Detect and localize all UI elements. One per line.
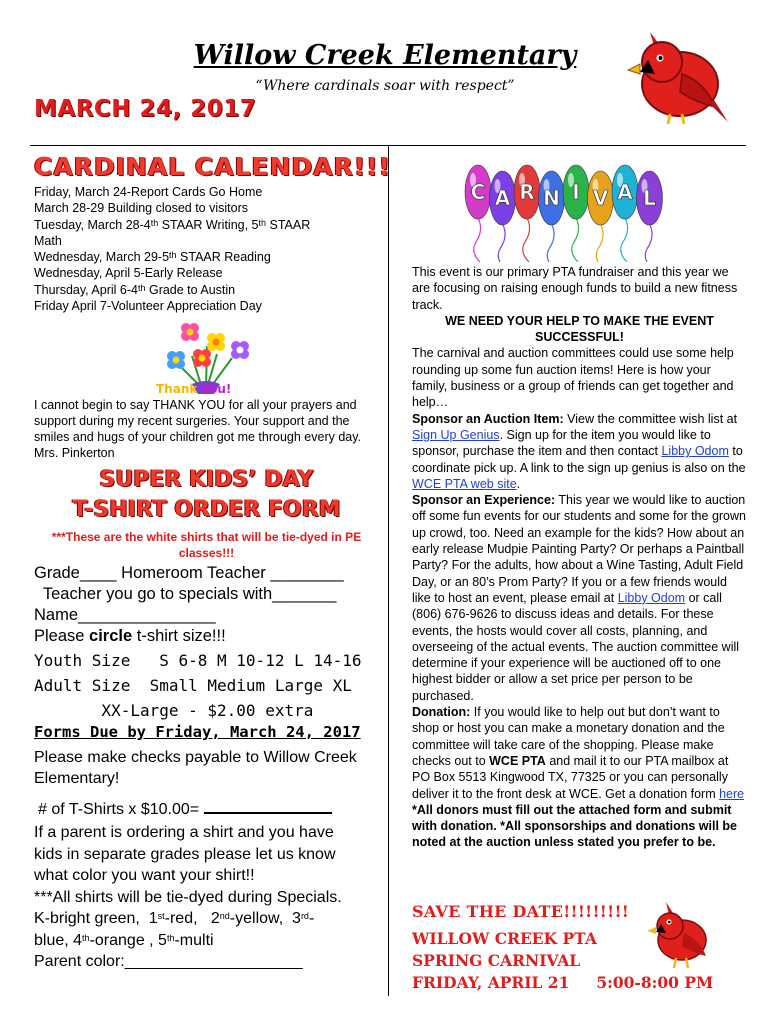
thank-you-message: I cannot begin to say THANK YOU for all your prayers and support during my recent surgeries. Your support and the smiles and hugs of your children got me through every day. Mrs. Pinkerton bbox=[34, 398, 362, 460]
issue-date: MARCH 24, 2017 bbox=[34, 96, 257, 122]
donation-paragraph: Donation: If you would like to help out but don’t want to shop or host you can make a monetary donation and the committee will take care of the shopping. Please make checks out to WCE PTA and mail it to our PTA mailbox at PO Box 5513 Kingwood TX, 77325 or you can personally deliver it to the front desk at WCE. Get a donation form here bbox=[412, 705, 745, 801]
tshirt-quantity-line[interactable]: # of T-Shirts x $10.00= bbox=[38, 798, 332, 819]
total-blank[interactable] bbox=[204, 798, 332, 814]
column-divider bbox=[388, 146, 389, 996]
cardinal-illustration bbox=[636, 898, 716, 970]
tie-dye-note: ***These are the white shirts that will be tie-dyed in PE classes!!! bbox=[51, 530, 362, 560]
calendar-item: Wednesday, April 5-Early Release bbox=[34, 266, 223, 281]
donor-requirements: *All donors must fill out the attached form and submit with donation. *All sponsorships and donations will be noted at the auction unless stated you prefer to be. bbox=[412, 802, 738, 850]
calendar-item: Friday, March 24-Report Cards Go Home bbox=[34, 185, 263, 199]
event-name: SPRING CARNIVAL bbox=[412, 951, 581, 970]
pta-website-link[interactable]: WCE PTA web site bbox=[412, 476, 517, 491]
balloon-letter: A bbox=[617, 180, 633, 204]
balloon bbox=[490, 171, 516, 262]
balloon-letter: C bbox=[470, 180, 486, 204]
grade-teacher-line[interactable]: Grade____ Homeroom Teacher ________ bbox=[34, 564, 344, 582]
order-form-fields bbox=[34, 563, 379, 647]
grade-colors-line: K-bright green, 1st-red, 2nd-yellow, 3rd- bbox=[34, 910, 315, 927]
calendar-item: March 28-29 Building closed to visitors bbox=[34, 201, 248, 216]
balloon-letter: V bbox=[592, 186, 609, 210]
tshirt-order-heading bbox=[34, 465, 379, 525]
grade-colors-line: blue, 4th-orange , 5th-multi bbox=[34, 931, 214, 949]
cardinal-illustration bbox=[610, 22, 730, 127]
sponsor-experience-paragraph: Sponsor an Experience: This year we would like to auction off some fun events for our students and some for the grown up crowd, too. Need an example for the kids? How about an early release Mudpie Painting Party? Or perhaps a Paintball Party? For the adults, how about a Wine Tasting, Adult Field Day, or an 80’s Prom Party? If you or a few friends would like to host an event, please email at Libby Odom or call (806) 676-9626 to discuss ideas and details. For these events, the hosts would cover all costs, planning, and overseeing of the actual events. The auction committee will determine if your experience will be auctioned off to one highest bidder or allow a set price per person to be purchased. bbox=[412, 493, 746, 703]
size-options bbox=[34, 648, 379, 723]
text-line: kids in separate grades please let us know bbox=[34, 845, 336, 863]
heading-line: T-SHIRT ORDER FORM bbox=[72, 497, 341, 522]
calendar-item: Tuesday, March 28-4th STAAR Writing, 5th STAAR bbox=[34, 217, 311, 232]
balloon bbox=[514, 165, 540, 262]
carnival-paragraph: The carnival and auction committees could use some help rounding up some fun auction items! Here is how your family, business or a group of friends can get together and help… bbox=[412, 346, 734, 410]
save-the-date: SAVE THE DATE!!!!!!!!! bbox=[412, 902, 630, 921]
specials-teacher-line[interactable]: Teacher you go to specials with_______ bbox=[34, 585, 337, 603]
donation-form-link[interactable]: here bbox=[719, 786, 745, 801]
xxl-size[interactable]: XX-Large - $2.00 extra bbox=[34, 701, 314, 720]
balloon-letter: R bbox=[519, 180, 535, 204]
parent-color-line[interactable]: Parent color:____________________ bbox=[34, 953, 303, 970]
balloon bbox=[637, 171, 663, 262]
calendar-list bbox=[34, 184, 374, 314]
libby-odom-email-link[interactable]: Libby Odom bbox=[617, 590, 686, 605]
calendar-item: Wednesday, March 29-5th STAAR Reading bbox=[34, 250, 271, 265]
carnival-balloons-illustration bbox=[460, 150, 670, 262]
adult-sizes[interactable]: Adult Size Small Medium Large XL bbox=[34, 676, 352, 695]
event-organizer: WILLOW CREEK PTA bbox=[412, 929, 597, 948]
balloon bbox=[465, 165, 491, 262]
sign-up-genius-link[interactable]: Sign Up Genius bbox=[412, 427, 500, 442]
carnival-headline: WE NEED YOUR HELP TO MAKE THE EVENT SUCCESSFUL! bbox=[445, 313, 714, 345]
balloon bbox=[563, 165, 589, 262]
calendar-item: Friday April 7-Volunteer Appreciation Day bbox=[34, 299, 262, 314]
calendar-item: Math bbox=[34, 233, 62, 248]
parent-instructions bbox=[34, 822, 382, 973]
balloon bbox=[612, 165, 638, 262]
forms-due-date: Forms Due by Friday, March 24, 2017 bbox=[34, 723, 361, 741]
calendar-item: Thursday, April 6-4th Grade to Austin bbox=[34, 282, 236, 297]
balloon-letter: A bbox=[494, 186, 511, 210]
text-line: If a parent is ordering a shirt and you have bbox=[34, 824, 334, 841]
balloon bbox=[539, 171, 565, 262]
text-line: what color you want your shirt!! bbox=[34, 867, 255, 884]
text-line: ***All shirts will be tie-dyed during Specials. bbox=[34, 888, 342, 906]
thank-you-caption: Thank You! bbox=[156, 382, 232, 396]
checks-payable-note: Please make checks payable to Willow Creek Elementary! bbox=[34, 749, 357, 787]
name-line[interactable]: Name_______________ bbox=[34, 606, 216, 624]
sponsor-item-paragraph: Sponsor an Auction Item: View the committee wish list at Sign Up Genius. Sign up for the item you would like to sponsor, purchase the item and then contact Libby Odom to coordinate pick up. A link to the sign up genius is also on the WCE PTA web site. bbox=[412, 411, 746, 491]
balloon-letter: I bbox=[572, 180, 580, 204]
carnival-intro: This event is our primary PTA fundraiser and this year we are focusing on raising enough funds to build a new fitness track. bbox=[412, 265, 738, 312]
heading-line: SUPER KIDS’ DAY bbox=[99, 467, 314, 492]
balloon-letter: N bbox=[543, 186, 560, 210]
school-title: Willow Creek Elementary bbox=[193, 40, 577, 71]
carnival-article bbox=[412, 264, 747, 851]
youth-sizes[interactable]: Youth Size S 6-8 M 10-12 L 14-16 bbox=[34, 651, 362, 670]
event-date-time: FRIDAY, APRIL 21 5:00-8:00 PM bbox=[412, 973, 714, 992]
calendar-heading: CARDINAL CALENDAR!!! bbox=[34, 152, 392, 181]
balloon-letter: L bbox=[643, 186, 656, 210]
balloon bbox=[588, 171, 614, 262]
libby-odom-link[interactable]: Libby Odom bbox=[661, 444, 729, 459]
size-instruction: Please circle t-shirt size!!! bbox=[34, 627, 226, 645]
school-motto: “Where cardinals soar with respect” bbox=[255, 78, 515, 94]
